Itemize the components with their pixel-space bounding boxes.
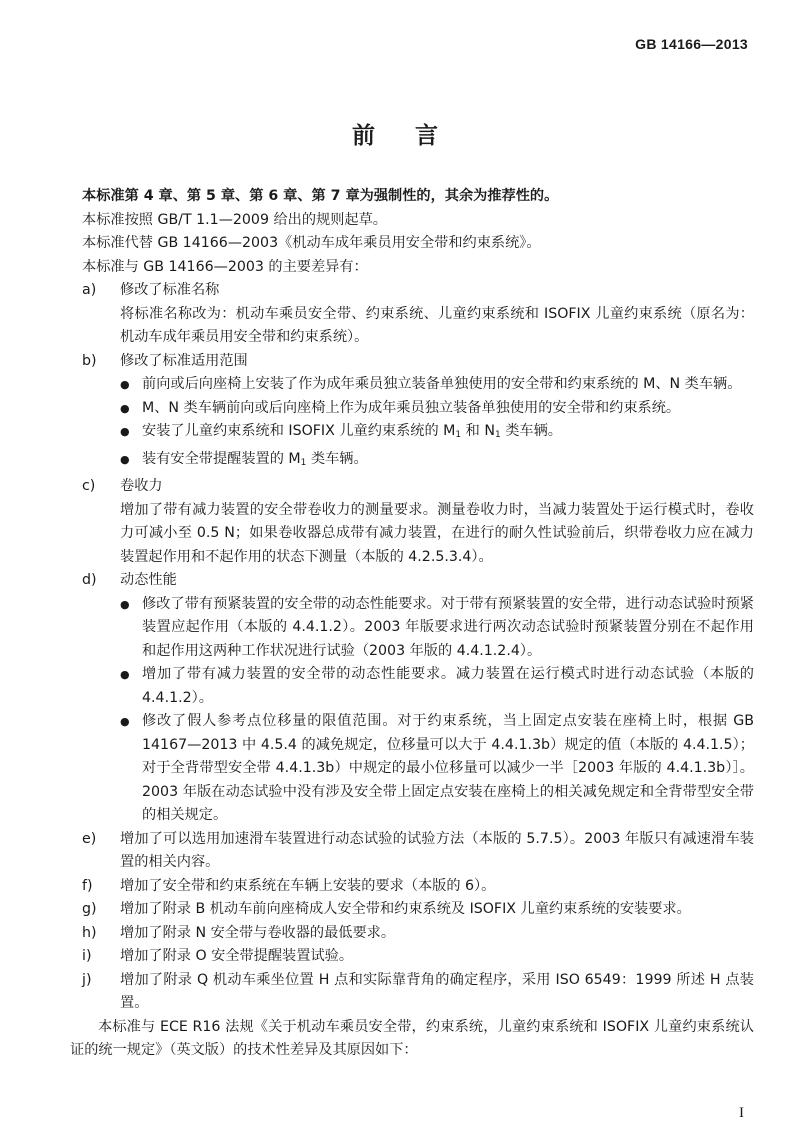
item-label: a)	[82, 282, 97, 298]
intro-drafting: 本标准按照 GB/T 1.1—2009 给出的规则起草。	[82, 211, 387, 228]
item-heading: 修改了标准适用范围	[120, 352, 248, 369]
list-item-e	[82, 828, 754, 875]
bullet-icon: ●	[120, 668, 130, 681]
closing-paragraph: 本标准与 ECE R16 法规《关于机动车乘员安全带，约束系统，儿童约束系统和 ISOFIX 儿童约束系统认证的统一规定》（英文版）的技术性差异及其原因如下：	[70, 1018, 754, 1058]
item-heading: 修改了标准名称	[120, 282, 220, 298]
bullet-text: 前向或后向座椅上安装了作为成年乘员独立装备单独使用的安全带和约束系统的 M、N 类车辆。	[142, 376, 742, 392]
item-label: i)	[82, 948, 92, 964]
item-text: 增加了可以选用加速滑车装置进行动态试验的试验方法（本版的 5.7.5）。2003 年版只有减速滑车装置的相关内容。	[120, 830, 754, 870]
item-text: 增加了带有减力装置的安全带卷收力的测量要求。测量卷收力时，当减力装置处于运行模式时，卷收力可减小至 0.5 N；如果卷收器总成带有减力装置，在进行的耐久性试验前后，织带卷收力应在减力装置起作用和不起作用的状态下测量（本版的 4.2.5.3.4）。	[120, 501, 754, 565]
bullet-text: 修改了假人参考点位移量的限值范围。对于约束系统，当上固定点安装在座椅上时，根据 GB 14167—2013 中 4.5.4 的减免规定，位移量可以大于 4.4.1.3b）规定的值（本版的 4.4.1.5）；对于全背带型安全带 4.4.1.3b）中规定的最小位移量可以减少一半［2003 年版的 4.4.1.3b）］。2003 年版在动态试验中没有涉及安全带上固定点安装在座椅上的相关减免规定和全背带型安全带的相关规定。	[142, 713, 754, 823]
bullet-item	[120, 420, 754, 448]
item-text: 将标准名称改为：机动车乘员安全带、约束系统、儿童约束系统和 ISOFIX 儿童约束系统（原名为：机动车成年乘员用安全带和约束系统）。	[120, 305, 754, 345]
list-item-d	[82, 569, 754, 593]
bullet-text: 增加了带有减力装置的安全带的动态性能要求。减力装置在运行模式时进行动态试验（本版的 4.4.1.2）。	[142, 666, 754, 706]
page-title: 前言	[352, 123, 478, 149]
item-text: 增加了附录 Q 机动车乘坐位置 H 点和实际靠背角的确定程序，采用 ISO 6549：1999 所述 H 点装置。	[120, 971, 754, 1011]
list-item-b	[82, 350, 754, 374]
bullet-icon: ●	[120, 597, 130, 611]
bullet-item	[120, 448, 754, 476]
page-number: I	[739, 1105, 744, 1121]
item-heading: 卷收力	[120, 478, 163, 494]
bullet-item	[120, 663, 754, 710]
bullet-item	[120, 710, 754, 828]
list-item-f	[82, 875, 754, 899]
bullet-item	[120, 397, 754, 421]
list-item-h	[82, 922, 754, 946]
item-label: h)	[82, 924, 97, 941]
item-label: c)	[82, 478, 96, 494]
bullet-text: 安装了儿童约束系统和 ISOFIX 儿童约束系统的 $M_1$ 和 $N_1$ 类车辆。	[142, 423, 562, 440]
list-item-j	[82, 969, 754, 1016]
bullet-item	[120, 593, 754, 664]
bullet-item	[120, 373, 754, 397]
item-heading: 动态性能	[120, 572, 177, 588]
bullet-text: 装有安全带提醒装置的 $M_1$ 类车辆。	[142, 450, 368, 468]
list-item-a	[82, 279, 754, 303]
intro-differences: 本标准与 GB 14166—2003 的主要差异有：	[82, 258, 368, 275]
bullet-icon: ●	[120, 378, 130, 391]
bullet-icon: ●	[120, 715, 130, 728]
item-label: d)	[82, 572, 97, 588]
item-label: e)	[82, 830, 97, 847]
bullet-text: 修改了带有预紧装置的安全带的动态性能要求。对于带有预紧装置的安全带，进行动态试验时预紧装置应起作用（本版的 4.4.1.2）。2003 年版要求进行两次动态试验时预紧装置分别在不起作用和起作用这两种工作状况进行试验（2003 年版的 4.4.1.2.4）。	[142, 595, 754, 659]
list-item-g	[82, 898, 754, 922]
list-item-i	[82, 945, 754, 969]
bullet-icon: ●	[120, 452, 130, 466]
list-item-c	[82, 475, 754, 499]
item-text: 增加了附录 N 安全带与卷收器的最低要求。	[120, 924, 396, 941]
item-text: 增加了附录 B 机动车前向座椅成人安全带和约束系统及 ISOFIX 儿童约束系统的安装要求。	[120, 901, 691, 917]
item-label: b)	[82, 352, 97, 369]
document-body	[70, 185, 754, 1063]
bullet-icon: ●	[120, 401, 130, 415]
bullet-icon: ●	[120, 425, 130, 438]
item-text: 增加了附录 O 安全带提醒装置试验。	[120, 948, 354, 964]
bullet-text: M、N 类车辆前向或后向座椅上作为成年乘员独立装备单独使用的安全带和约束系统。	[142, 399, 681, 416]
standard-code: GB 14166—2013	[635, 36, 748, 52]
intro-mandatory: 本标准第 4 章、第 5 章、第 6 章、第 7 章为强制性的，其余为推荐性的。	[82, 188, 559, 204]
intro-replaces: 本标准代替 GB 14166—2003《机动车成年乘员用安全带和约束系统》。	[82, 235, 541, 251]
item-label: j)	[82, 971, 92, 988]
item-label: g)	[82, 901, 97, 917]
item-text: 增加了安全带和约束系统在车辆上安装的要求（本版的 6）。	[120, 877, 496, 894]
item-label: f)	[82, 877, 93, 894]
